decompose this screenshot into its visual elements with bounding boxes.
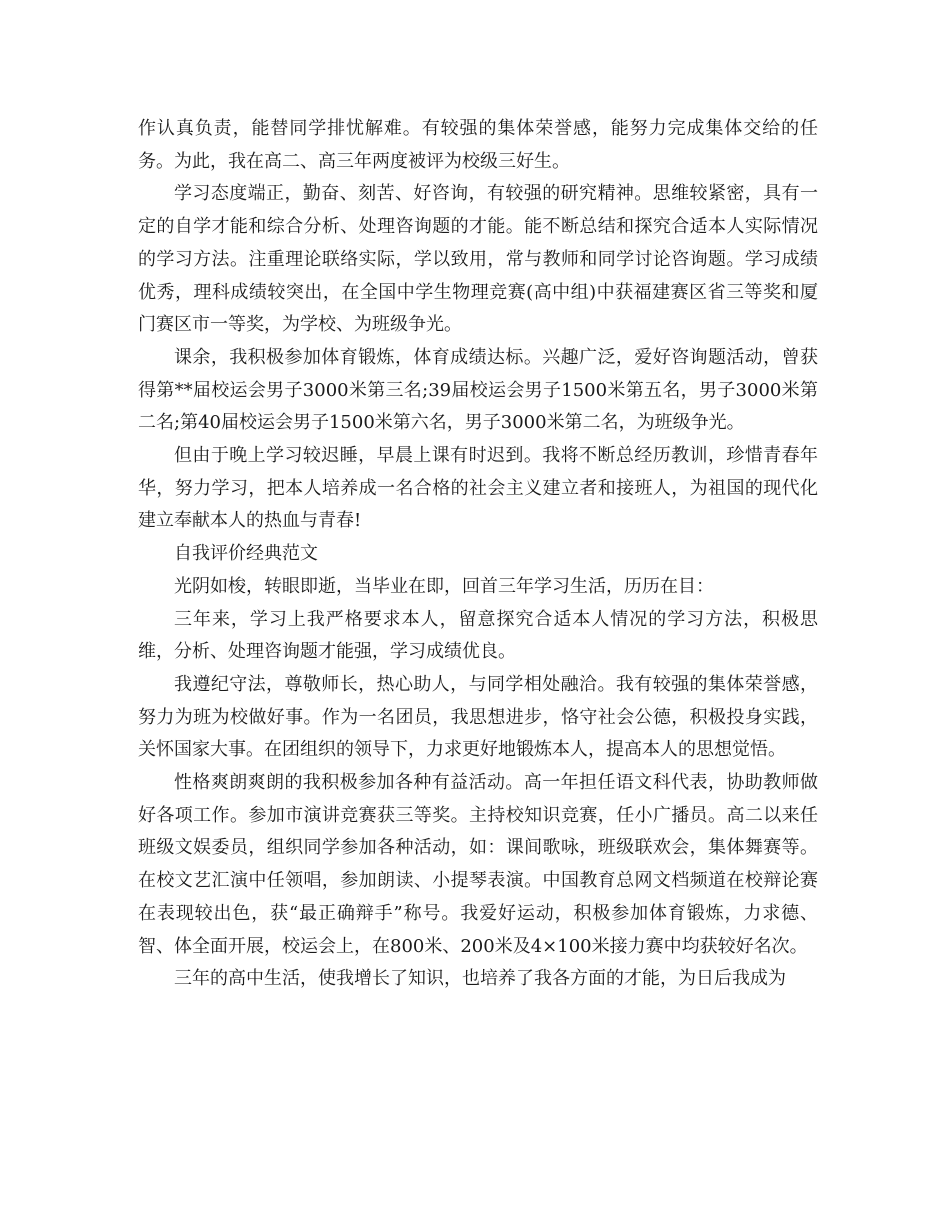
section-heading: 自我评价经典范文 bbox=[174, 543, 318, 565]
paragraph-2: 学习态度端正，勤奋、刻苦、好咨询，有较强的研究精神。思维较紧密，具有一定的自学才能和综合分析、处理咨询题的才能。能不断总结和探究合适本人实际情况的学习方法。注重理论联络实际，学以致用，常与教师和同学讨论咨询题。学习成绩优秀，理科成绩较突出，在全国中学生物理竞赛(高中组)中获福建赛区省三等奖和厦门赛区市一等奖，为学校、为班级争光。 bbox=[138, 183, 818, 336]
paragraph-8: 我遵纪守法，尊敬师长，热心助人，与同学相处融洽。我有较强的集体荣誉感，努力为班为校做好事。作为一名团员，我思想进步，恪守社会公德，积极投身实践，关怀国家大事。在团组织的领导下，力求更好地锻炼本人，提高本人的思想觉悟。 bbox=[138, 673, 818, 761]
paragraph-3: 课余，我积极参加体育锻炼，体育成绩达标。兴趣广泛，爱好咨询题活动，曾获得第**届校运会男子3000米第三名;39届校运会男子1500米第五名，男子3000米第二名;第40届校运会男子1500米第六名，男子3000米第二名，为班级争光。 bbox=[138, 346, 818, 434]
paragraph-9: 性格爽朗爽朗的我积极参加各种有益活动。高一年担任语文科代表，协助教师做好各项工作。参加市演讲竞赛获三等奖。主持校知识竞赛，任小广播员。高二以来任班级文娱委员，组织同学参加各种活动，如：课间歌咏，班级联欢会，集体舞赛等。在校文艺汇演中任领唱，参加朗读、小提琴表演。中国教育总网文档频道在校辩论赛在表现较出色，获“最正确辩手”称号。我爱好运动，积极参加体育锻炼，力求德、智、体全面开展，校运会上，在800米、200米及4×100米接力赛中均获较好名次。 bbox=[138, 772, 818, 957]
paragraph-7: 三年来，学习上我严格要求本人，留意探究合适本人情况的学习方法，积极思维，分析、处理咨询题才能强，学习成绩优良。 bbox=[138, 608, 818, 663]
paragraph-1: 作认真负责，能替同学排忧解难。有较强的集体荣誉感，能努力完成集体交给的任务。为此，我在高二、高三年两度被评为校级三好生。 bbox=[138, 118, 818, 172]
paragraph-6: 光阴如梭，转眼即逝，当毕业在即，回首三年学习生活，历历在目： bbox=[174, 575, 714, 597]
document-body bbox=[138, 113, 818, 996]
paragraph-10: 三年的高中生活，使我增长了知识，也培养了我各方面的才能，为日后我成为 bbox=[174, 968, 786, 990]
paragraph-4: 但由于晚上学习较迟睡，早晨上课有时迟到。我将不断总经历教训，珍惜青春年华，努力学习，把本人培养成一名合格的社会主义建立者和接班人，为祖国的现代化建立奉献本人的热血与青春! bbox=[138, 445, 818, 532]
